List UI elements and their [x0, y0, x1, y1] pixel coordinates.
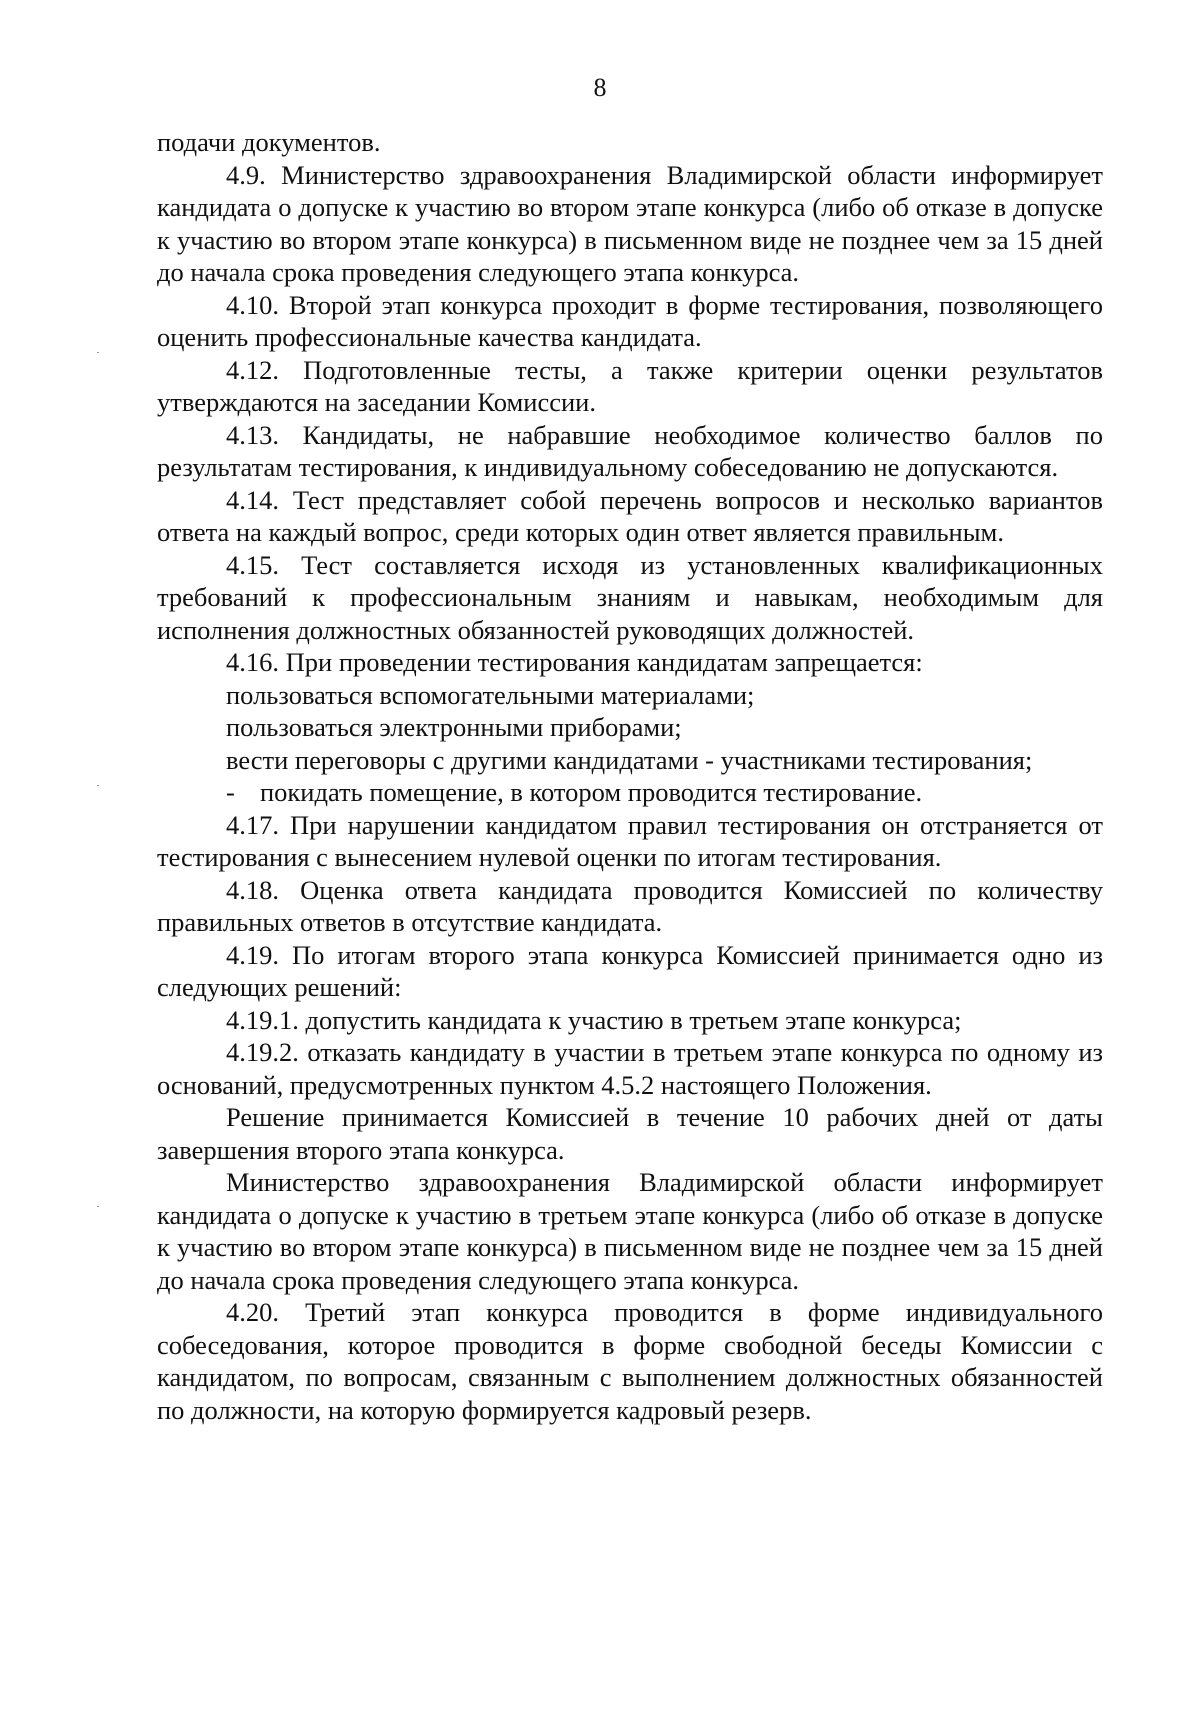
paragraph-4-20: 4.20. Третий этап конкурса проводится в форме индивидуального собеседования, которое проводится в форме свободной беседы Комиссии с кандидатом, по вопросам, связанным с выполнением должностных обязанностей по должности, на которую формируется кадровый резерв.	[157, 1297, 1103, 1425]
paragraph-4-19-1: 4.19.1. допустить кандидата к участию в третьем этапе конкурса;	[226, 1004, 962, 1035]
scan-margin-mark	[97, 1206, 99, 1207]
paragraph-4-19-2: 4.19.2. отказать кандидату в участии в третьем этапе конкурса по одному из оснований, предусмотренных пунктом 4.5.2 настоящего Положения.	[157, 1037, 1103, 1100]
scan-margin-mark	[97, 785, 99, 786]
paragraph-decision: Решение принимается Комиссией в течение 10 рабочих дней от даты завершения второго этапа конкурса.	[157, 1102, 1103, 1165]
list-dash: -	[226, 777, 235, 807]
paragraph-4-17: 4.17. При нарушении кандидатом правил тестирования он отстраняется от тестирования с вынесением нулевой оценки по итогам тестирования.	[157, 809, 1103, 872]
paragraph-4-19: 4.19. По итогам второго этапа конкурса Комиссией принимается одно из следующих решений:	[157, 939, 1103, 1002]
page-number: 8	[593, 73, 607, 102]
paragraph-4-10: 4.10. Второй этап конкурса проходит в форме тестирования, позволяющего оценить профессиональные качества кандидата.	[157, 289, 1103, 352]
scan-margin-mark	[97, 352, 99, 353]
paragraph-continuation: подачи документов.	[157, 127, 381, 157]
prohibited-item: вести переговоры с другими кандидатами - участниками тестирования;	[226, 744, 1033, 775]
paragraph-4-12: 4.12. Подготовленные тесты, а также критерии оценки результатов утверждаются на заседании Комиссии.	[157, 354, 1103, 417]
paragraph-ministry-notice: Министерство здравоохранения Владимирской области информирует кандидата о допуске к участию в третьем этапе конкурса (либо об отказе в допуске к участию во втором этапе конкурса) в письменном виде не позднее чем за 15 дней до начала срока проведения следующего этапа конкурса.	[157, 1167, 1103, 1295]
paragraph-4-14: 4.14. Тест представляет собой перечень вопросов и несколько вариантов ответа на каждый вопрос, среди которых один ответ является правильным.	[157, 484, 1103, 547]
paragraph-4-13: 4.13. Кандидаты, не набравшие необходимое количество баллов по результатам тестирования, к индивидуальному собеседованию не допускаются.	[157, 419, 1103, 482]
prohibited-item-dash	[157, 776, 1103, 809]
paragraph-4-18: 4.18. Оценка ответа кандидата проводится Комиссией по количеству правильных ответов в отсутствие кандидата.	[157, 874, 1103, 937]
paragraph-4-15: 4.15. Тест составляется исходя из установленных квалификационных требований к профессиональным знаниям и навыкам, необходимым для исполнения должностных обязанностей руководящих должностей.	[157, 549, 1103, 645]
prohibited-item-text: покидать помещение, в котором проводится тестирование.	[260, 777, 923, 807]
document-body	[157, 126, 1103, 1426]
prohibited-item: пользоваться вспомогательными материалами;	[226, 679, 755, 710]
paragraph-4-16: 4.16. При проведении тестирования кандидатам запрещается:	[226, 647, 923, 677]
paragraph-4-9: 4.9. Министерство здравоохранения Владимирской области информирует кандидата о допуске к участию во втором этапе конкурса (либо об отказе в допуске к участию во втором этапе конкурса) в письменном виде не позднее чем за 15 дней до начала срока проведения следующего этапа конкурса.	[157, 159, 1103, 287]
prohibited-item: пользоваться электронными приборами;	[226, 712, 682, 742]
